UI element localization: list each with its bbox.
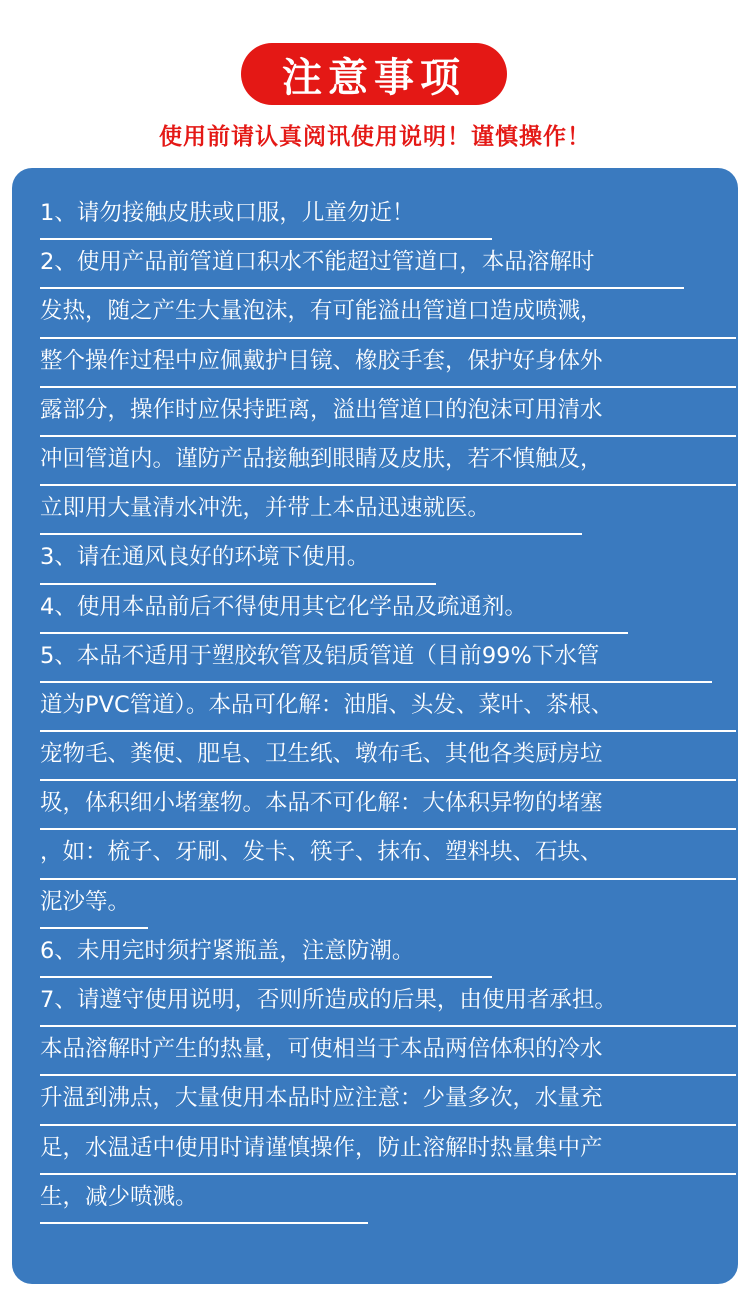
notice-line: 本品溶解时产生的热量，可使相当于本品两倍体积的冷水 [40,1027,736,1076]
notice-list [40,191,736,1224]
title-badge [241,43,507,105]
notice-line: 1、请勿接触皮肤或口服，儿童勿近！ [40,191,736,240]
notice-line: 道为PVC管道）。本品可化解：油脂、头发、菜叶、茶根、 [40,683,736,732]
notice-line: 3、请在通风良好的环境下使用。 [40,535,736,584]
notice-line: 2、使用产品前管道口积水不能超过管道口，本品溶解时 [40,240,736,289]
notice-line: 升温到沸点，大量使用本品时应注意：少量多次，水量充 [40,1076,736,1125]
notice-line: 立即用大量清水冲洗，并带上本品迅速就医。 [40,486,736,535]
notice-line: 4、使用本品前后不得使用其它化学品及疏通剂。 [40,585,736,634]
notice-line: ，如：梳子、牙刷、发卡、筷子、抹布、塑料块、石块、 [40,830,736,879]
page-title: 注意事项 [282,54,466,101]
notice-line: 圾，体积细小堵塞物。本品不可化解：大体积异物的堵塞 [40,781,736,830]
notice-line: 足，水温适中使用时请谨慎操作，防止溶解时热量集中产 [40,1126,736,1175]
notice-line: 发热，随之产生大量泡沫，有可能溢出管道口造成喷溅， [40,289,736,338]
notice-line: 6、未用完时须拧紧瓶盖，注意防潮。 [40,929,736,978]
notice-line: 露部分，操作时应保持距离，溢出管道口的泡沫可用清水 [40,388,736,437]
warning-subtitle: 使用前请认真阅讯使用说明！谨慎操作！ [159,124,591,150]
notice-line: 冲回管道内。谨防产品接触到眼睛及皮肤，若不慎触及， [40,437,736,486]
notice-line: 生，减少喷溅。 [40,1175,736,1224]
notice-line: 7、请遵守使用说明，否则所造成的后果，由使用者承担。 [40,978,736,1027]
notice-line: 整个操作过程中应佩戴护目镜、橡胶手套，保护好身体外 [40,339,736,388]
notice-line: 泥沙等。 [40,880,736,929]
notice-line: 5、本品不适用于塑胶软管及铝质管道（目前99%下水管 [40,634,736,683]
notice-line: 宠物毛、粪便、肥皂、卫生纸、墩布毛、其他各类厨房垃 [40,732,736,781]
